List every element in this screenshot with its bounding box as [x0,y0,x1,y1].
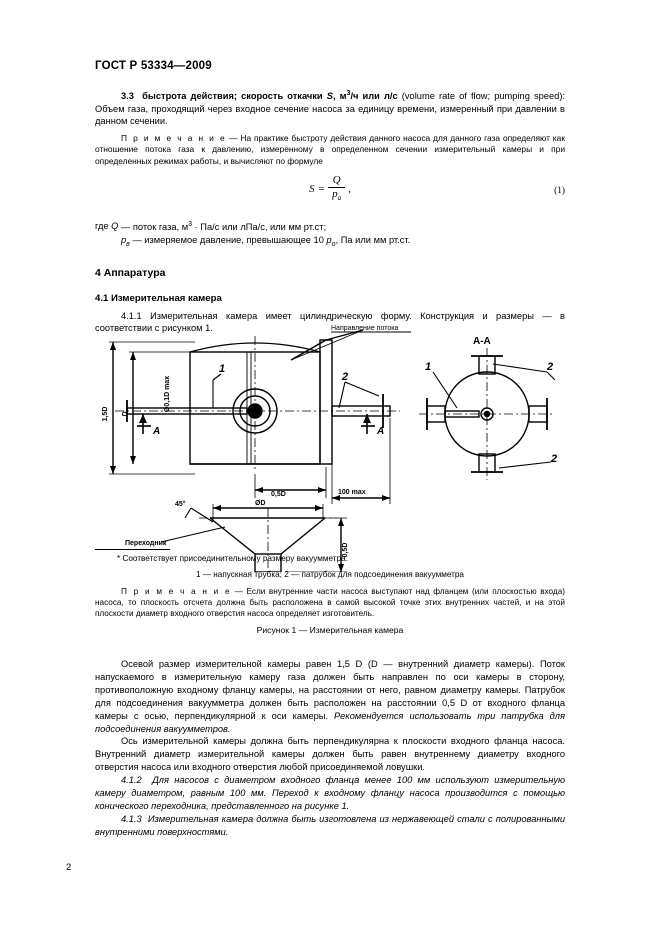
where-text-2a: — измеряемое давление, превышающее 10 [132,234,324,245]
clause-3-3-definition: Объем газа, проходящий через входное сечение насоса за единицу времени, измеренный при давлении в данном сечении. [95,103,565,127]
lower-para-1-text: Осевой размер измерительной камеры равен 1,5 D (D — внутренний диаметр камеры). Поток напускаемого в измерительную камеру газа должен быть направлен по оси камеры в сторону, противоположную входному фланцу камеры, на расстоянии от него, равном диаметру камеры. Патрубок для подсоединения вакуумметра должен быть расположен на расстоянии 0,5 D от входного фланца камеры с осью, перпендикулярной к оси камеры. [95,659,565,721]
callout-1: 1 [219,363,226,375]
footnote-rule [95,549,170,550]
figure-note [95,586,565,619]
where-text-1: — поток газа, $м^3 \cdot Па/с$ или лПа/с, или мм рт.ст; [121,220,327,232]
dim-1-5d: 1,5D [102,406,109,422]
lower-para-2: Ось измерительной камеры должна быть перпендикулярна к плоскости входного фланца насоса. Внутренний диаметр измерительной камеры должен быть равен внутреннему диаметру входного отверстия насоса или входного отверстия любой присоединяемой ловушки. [95,736,565,773]
clause-3-3-note [95,133,565,167]
section-4-1-heading: 4.1 Измерительная камера [95,293,222,305]
document-body-lower [95,658,565,839]
figure-1-drawing [95,322,565,572]
formula-fraction [328,175,345,202]
clause-4-1-3-number: 4.1.3 [121,813,142,824]
figure-note-text: — Если внутренние части насоса выступают над фланцем (или плоскостью входа) насоса, то плоскость отсчета должна быть расположена в самой высокой точке этих внутренних частей, и на этой плоскости диаметр входного отверстия насоса определяет изготовитель. [95,587,565,618]
clause-4-1-3 [95,813,565,839]
page-number: 2 [66,862,72,873]
callout-2c: 2 [551,453,558,465]
document-body-upper [95,88,565,335]
dim-tube: Ø0,1D max [164,375,171,413]
formula-equals: = [317,182,326,195]
lower-para-1 [95,658,565,735]
where-symbol-p-o: $p_o$ [326,234,336,248]
formula-numerator: Q [332,174,341,187]
callout-1b: 1 [425,361,432,373]
clause-3-3-number: 3.3 [121,91,134,102]
dim-0-5d: 0,5D [271,491,286,498]
clause-3-3-english: (volume rate of flow; pumping speed): [401,91,565,102]
where-symbol-Q: Q [111,221,119,232]
standard-header: ГОСТ Р 53334—2009 [95,60,212,72]
dim-d: D [122,411,129,417]
formula-lhs: S [309,182,315,195]
where-text-2b: , Па или мм рт.ст. [335,234,411,245]
where-symbol-p-v: $p_в$ [121,234,130,248]
note-label: П р и м е ч а н и е [121,132,227,143]
figure-note-label: П р и м е ч а н и е [121,587,232,596]
cone-label: Переходник [125,540,167,547]
dim-100max: 100 max [338,489,366,496]
figure-flow-label: Направление потока [331,325,399,332]
cone-dim-D: ØD [255,500,266,507]
where-line-2 [95,234,565,251]
formula-number: (1) [554,186,565,197]
formula-denominator: $p_a$ [328,187,345,202]
note-text: — На практике быстроту действия данного насоса для данного газа определяют как отношение потока газа к давлению, измеренному в определенном сечении измерительный камеры и при определенных режимах работы, и вычисляют по формуле [95,132,565,166]
formula-1 [309,175,351,202]
clause-4-1-2-number: 4.1.2 [121,775,142,786]
clause-4-1-1: 4.1.1 Измерительная камера имеет цилиндрическую форму. Конструкция и размеры — в соответствии с рисунком 1. [95,310,565,334]
clause-4-1-2-text: Для насосов с диаметром входного фланца менее 100 мм используют измерительную камеру диаметром, равным 100 мм. Переход к входному фланцу насоса производится с помощью конического переходника, представленного на рисунке 1. [95,775,565,811]
where-block [95,217,565,250]
clause-3-3 [95,88,565,128]
figure-caption: Рисунок 1 — Измерительная камера [256,625,404,635]
figure-section-label: А-А [473,336,491,347]
callout-2a: 2 [342,371,349,383]
clause-4-1-2 [95,774,565,813]
section-mark-left: А [153,426,161,437]
clause-3-3-term: быстрота действия; скорость откачки S, $м^3/ч$ или л/с [142,90,398,102]
clause-4-1-3-text: Измерительная камера должна быть изготовлена из нержавеющей стали с полированными внутренними поверхностями. [95,813,565,837]
where-lead: где [95,221,109,232]
formula-row [95,175,565,209]
callout-2b: 2 [547,361,554,373]
formula-comma: , [348,182,351,195]
figure-legend: 1 — напускная трубка; 2 — патрубок для подсоединения вакуумметра [196,570,464,579]
section-mark-right: А [377,426,385,437]
figure-asterisk-note: * Соответствует присоединительному размеру вакуумметра. [117,554,348,563]
section-4-heading: 4 Аппаратура [95,267,166,280]
where-line-1 [95,217,565,233]
lower-para-1-italic: Рекомендуется использовать три патрубка для подсоединения вакуумметров. [95,710,565,734]
cone-dim-half: 0,5D [342,542,349,558]
cone-angle: 45° [175,501,186,508]
